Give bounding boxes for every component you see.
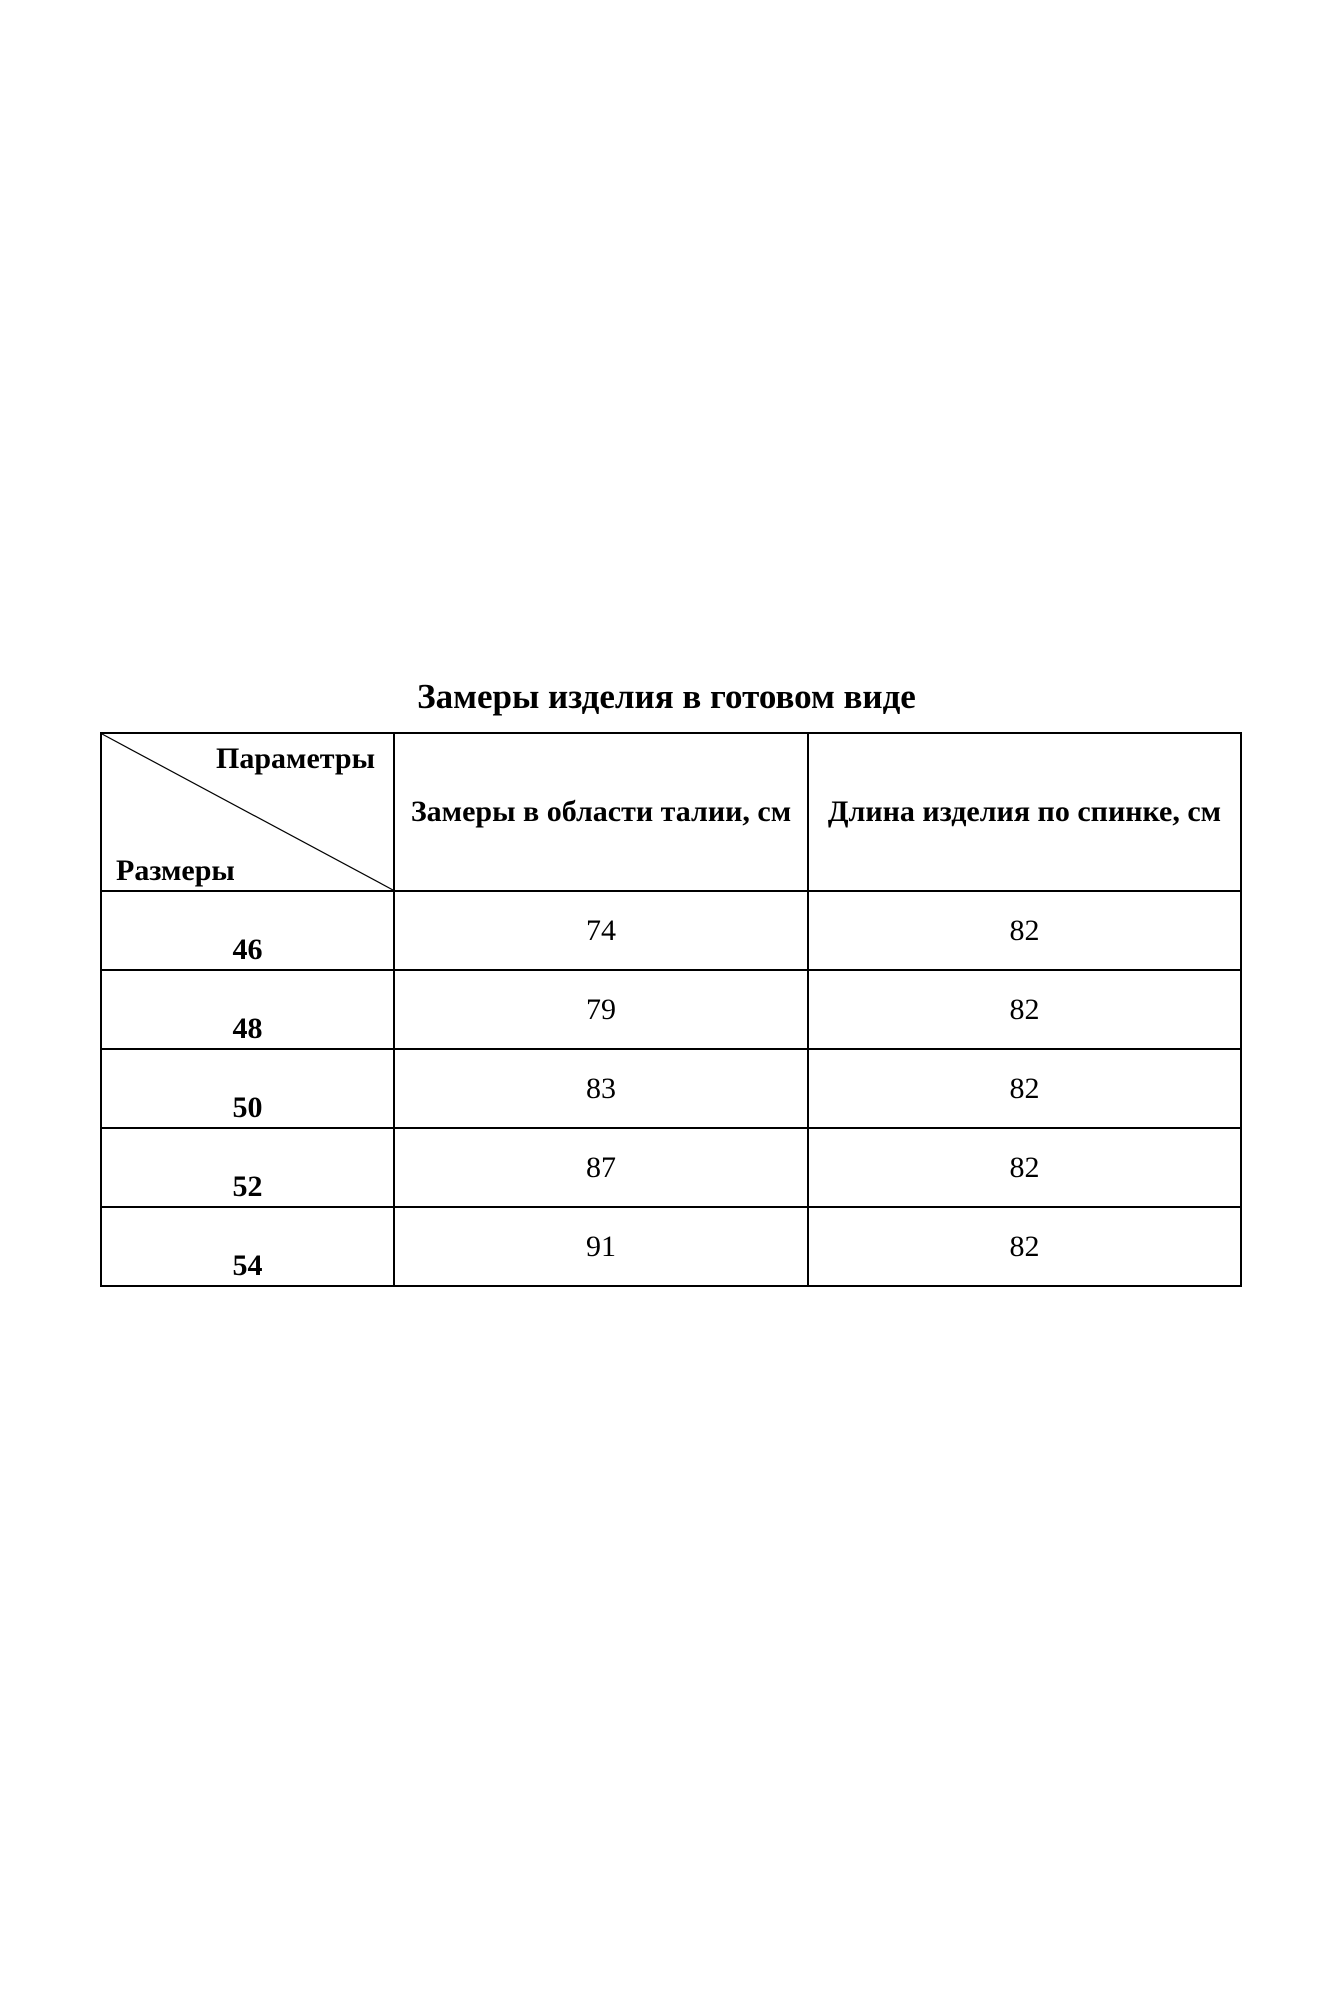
- size-cell: 54: [101, 1207, 394, 1286]
- table-row: [101, 1128, 1241, 1207]
- size-cell: 52: [101, 1128, 394, 1207]
- waist-cell: 74: [394, 891, 808, 970]
- size-cell: 50: [101, 1049, 394, 1128]
- length-cell: 82: [808, 1049, 1241, 1128]
- length-cell: 82: [808, 1128, 1241, 1207]
- corner-label-parameters: Параметры: [216, 742, 375, 775]
- corner-header-cell: [101, 733, 394, 891]
- waist-cell: 91: [394, 1207, 808, 1286]
- waist-cell: 79: [394, 970, 808, 1049]
- length-cell: 82: [808, 1207, 1241, 1286]
- header-length: Длина изделия по спинке, см: [808, 733, 1241, 891]
- table-title: Замеры изделия в готовом виде: [417, 677, 916, 716]
- size-table: [100, 732, 1242, 1287]
- header-row: [101, 733, 1241, 891]
- waist-cell: 83: [394, 1049, 808, 1128]
- corner-label-sizes: Размеры: [116, 854, 235, 887]
- table-row: [101, 1207, 1241, 1286]
- header-waist: Замеры в области талии, см: [394, 733, 808, 891]
- size-cell: 48: [101, 970, 394, 1049]
- length-cell: 82: [808, 970, 1241, 1049]
- length-cell: 82: [808, 891, 1241, 970]
- table-row: [101, 891, 1241, 970]
- size-cell: 46: [101, 891, 394, 970]
- table-row: [101, 970, 1241, 1049]
- waist-cell: 87: [394, 1128, 808, 1207]
- table-row: [101, 1049, 1241, 1128]
